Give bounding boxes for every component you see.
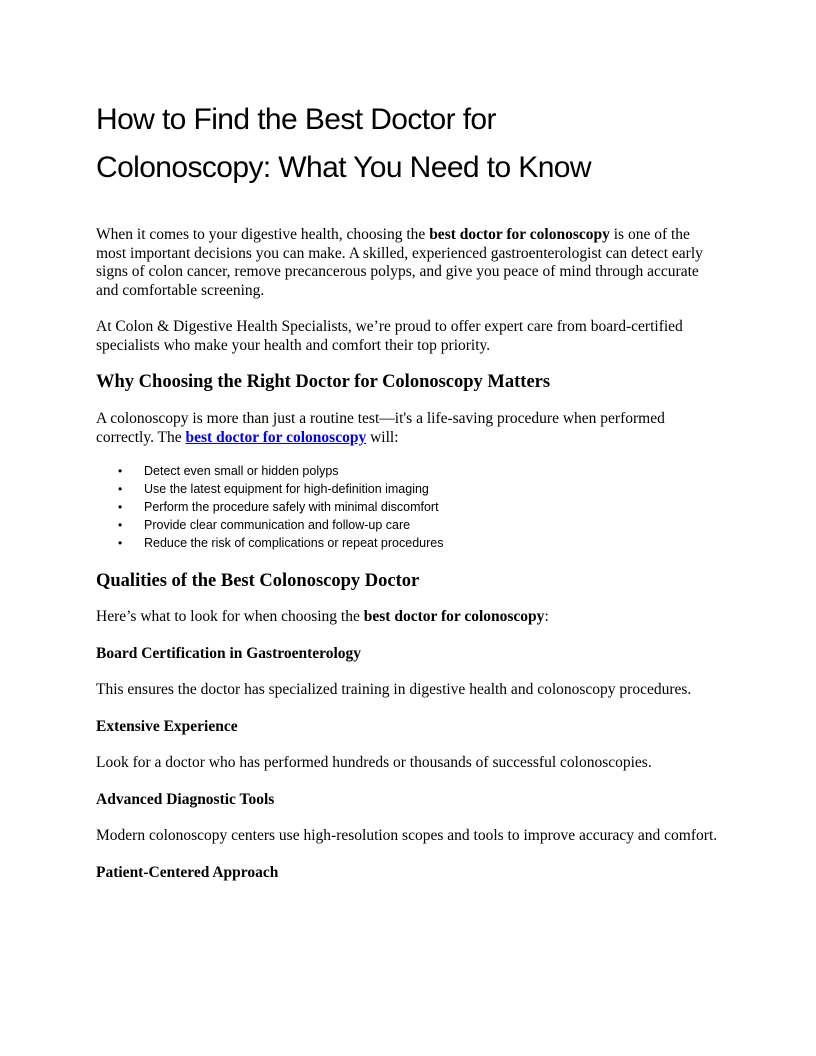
quality-heading-experience: Extensive Experience: [96, 717, 238, 735]
quality-heading-patient-centered: Patient-Centered Approach: [96, 863, 279, 881]
quality-text-certification: This ensures the doctor has specialized training in digestive health and colonoscopy procedures.: [96, 681, 692, 698]
bullet-icon: •: [118, 482, 123, 496]
section-heading-why: Why Choosing the Right Doctor for Colonoscopy Matters: [96, 372, 551, 392]
qualities-intro-start: Here’s what to look for when choosing the: [96, 608, 364, 625]
quality-heading-tools: Advanced Diagnostic Tools: [96, 790, 275, 808]
intro-text-start: When it comes to your digestive health, choosing the: [96, 226, 430, 243]
intro-text-end: is one of the most important decisions you can make. A skilled, experienced gastroenterologist can detect early signs of colon cancer, remove precancerous polyps, and give you peace of mind through accurate and comfortable screening.: [96, 226, 703, 299]
best-doctor-link[interactable]: best doctor for colonoscopy: [185, 428, 367, 446]
list-item: [96, 534, 720, 552]
benefits-list: [96, 462, 720, 552]
why-text-start: A colonoscopy is more than just a routine test—it's a life-saving procedure when performed correctly. The: [96, 410, 665, 446]
why-paragraph: [96, 410, 720, 447]
intro-paragraph-2: At Colon & Digestive Health Specialists, we’re proud to offer expert care from board-certified specialists who make your health and comfort their top priority.: [96, 318, 683, 354]
intro-keyword: best doctor for colonoscopy: [429, 226, 610, 243]
qualities-intro-end: :: [544, 608, 549, 625]
list-item: [96, 480, 720, 498]
list-item: [96, 462, 720, 480]
quality-text-experience: Look for a doctor who has performed hundreds or thousands of successful colonoscopies.: [96, 754, 652, 771]
list-item-text: Perform the procedure safely with minimal discomfort: [144, 500, 439, 514]
document-page: [96, 96, 720, 882]
bullet-icon: •: [118, 518, 123, 532]
quality-heading-certification: Board Certification in Gastroenterology: [96, 644, 362, 662]
list-item: [96, 516, 720, 534]
bullet-icon: •: [118, 536, 123, 550]
intro-paragraph: [96, 226, 720, 300]
section-heading-qualities: Qualities of the Best Colonoscopy Doctor: [96, 571, 420, 591]
why-text-end: will:: [366, 428, 399, 446]
list-item-text: Detect even small or hidden polyps: [144, 464, 339, 478]
list-item-text: Reduce the risk of complications or repeat procedures: [144, 536, 444, 550]
bullet-icon: •: [118, 500, 123, 514]
list-item: [96, 498, 720, 516]
page-title-line-2: Colonoscopy: What You Need to Know: [96, 151, 591, 184]
page-title-line-1: How to Find the Best Doctor for: [96, 103, 496, 136]
qualities-keyword: best doctor for colonoscopy: [363, 608, 545, 625]
bullet-icon: •: [118, 464, 123, 478]
quality-text-tools: Modern colonoscopy centers use high-resolution scopes and tools to improve accuracy and comfort.: [96, 827, 718, 844]
list-item-text: Provide clear communication and follow-up care: [144, 518, 411, 532]
list-item-text: Use the latest equipment for high-definition imaging: [144, 482, 429, 496]
page-title: [96, 96, 720, 192]
qualities-intro: [96, 608, 720, 627]
